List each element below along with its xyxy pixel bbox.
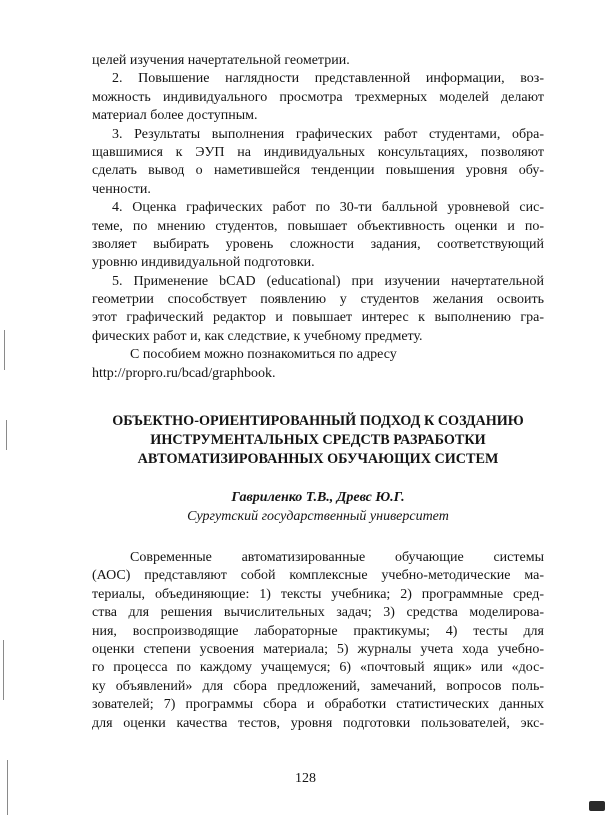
text-line: 4. Оценка графических работ по 30-ти балльной уровневой сис- <box>112 200 544 216</box>
text-line: для оценки качества тестов, уровня подготовки пользователей, экс- <box>92 715 544 731</box>
text-line: фических работ и, как следствие, к учебному предмету. <box>92 328 423 344</box>
text-line: материал более доступным. <box>92 108 258 124</box>
text-line: целей изучения начертательной геометрии. <box>92 53 350 68</box>
text-line: 2. Повышение наглядности представленной информации, воз- <box>112 71 544 87</box>
title-line: АВТОМАТИЗИРОВАННЫХ ОБУЧАЮЩИХ СИСТЕМ <box>137 451 499 468</box>
previous-article-conclusions <box>92 52 544 383</box>
text-line: зователей; 7) программы сбора и обработки статистических данных <box>92 697 544 713</box>
document-page <box>92 52 544 733</box>
text-line: этот графический редактор и повышает интерес к выполнению гра- <box>92 310 544 326</box>
text-line: ства для решения вычислительных задач; 3) средства моделирова- <box>92 605 544 621</box>
text-line: можность индивидуального просмотра трехмерных моделей делают <box>92 89 544 105</box>
text-line: 3. Результаты выполнения графических работ студентами, обра- <box>112 126 544 142</box>
title-line: ОБЪЕКТНО-ОРИЕНТИРОВАННЫЙ ПОДХОД К СОЗДАНИЮ <box>112 413 524 430</box>
text-line: Современные автоматизированные обучающие системы <box>130 550 544 566</box>
text-line: оценки степени усвоения материала; 5) журналы учета хода учебно- <box>92 641 544 657</box>
text-line: ку объявлений» для сбора предложений, замечаний, вопросов поль- <box>92 678 544 694</box>
title-line: ИНСТРУМЕНТАЛЬНЫХ СРЕДСТВ РАЗРАБОТКИ <box>150 432 486 449</box>
page-number: 128 <box>295 771 316 786</box>
article-body <box>92 549 544 733</box>
article-affiliation: Сургутский государственный университет <box>187 509 449 525</box>
text-line: щавшимися к ЭУП на индивидуальных консультациях, позволяют <box>92 144 544 160</box>
text-line: го процесса по каждому учащемуся; 6) «почтовый ящик» или «дос- <box>92 660 544 676</box>
text-line: геометрии способствует появлению у студентов желания освоить <box>92 292 544 308</box>
text-line: ния, воспроизводящие лабораторные практикумы; 4) тесты для <box>92 623 544 639</box>
article-authors: Гавриленко Т.В., Древс Ю.Г. <box>231 490 405 506</box>
article-title <box>92 412 544 469</box>
scan-corner-mark <box>589 801 605 811</box>
text-line: уровню индивидуальной подготовки. <box>92 255 315 271</box>
text-line: сделать вывод о наметившейся тенденции повышения уровня обу- <box>92 163 544 179</box>
text-line: (АОС) представляют собой комплексные учебно-методические ма- <box>92 568 544 584</box>
text-line: теме, по мнению студентов, повышает объективность оценки и по- <box>92 218 544 234</box>
text-line: С пособием можно познакомиться по адресу <box>130 347 397 363</box>
text-line: зволяет выбирать уровень сложности задания, соответствующий <box>92 236 544 252</box>
text-line: 5. Применение bCAD (educational) при изучении начертательной <box>112 273 544 289</box>
text-line: териалы, объединяющие: 1) тексты учебника; 2) программные сред- <box>92 586 544 602</box>
scan-left-edge <box>0 0 16 819</box>
url-text: http://propro.ru/bcad/graphbook. <box>92 365 276 381</box>
text-line: ченности. <box>92 181 151 197</box>
